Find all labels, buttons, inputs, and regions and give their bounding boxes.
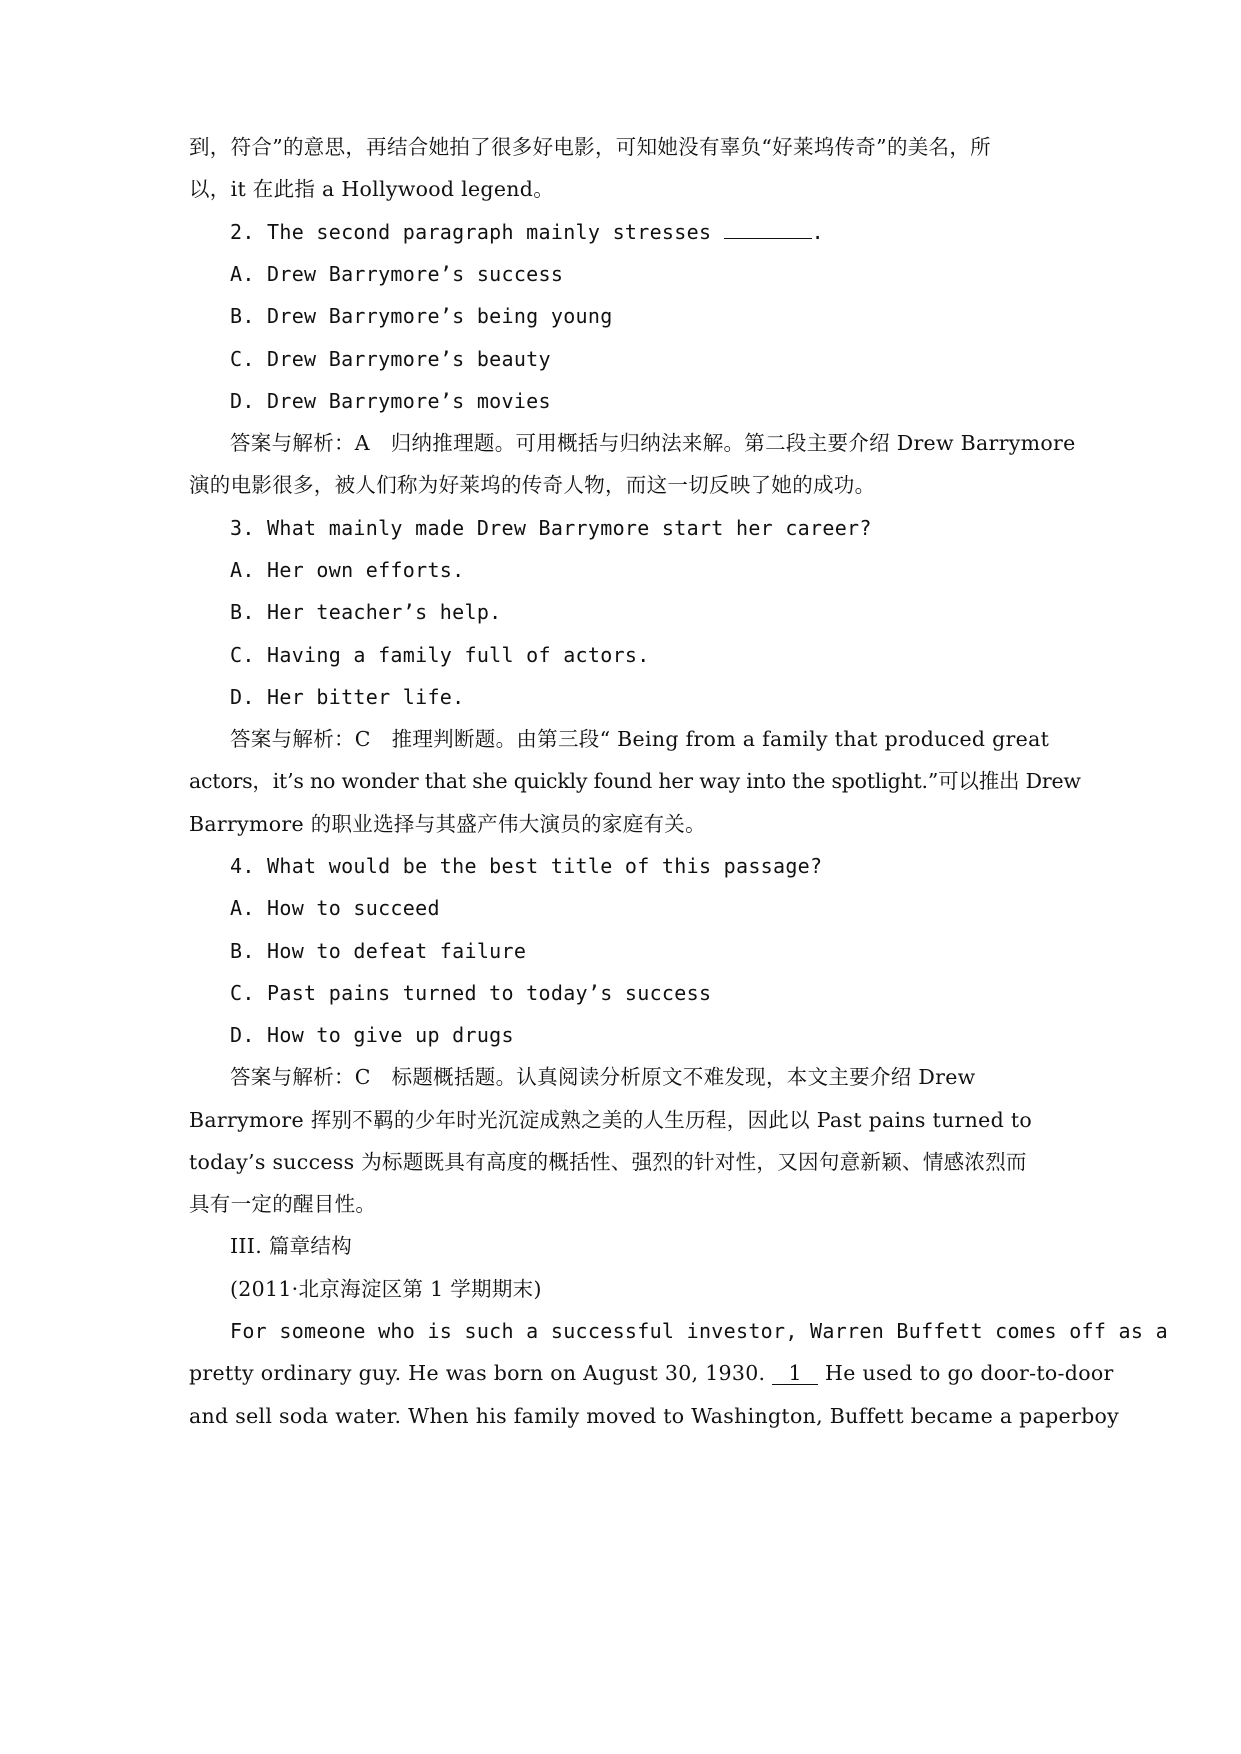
passage-line: [189, 1358, 1114, 1388]
section-heading: III. 篇章结构: [230, 1234, 353, 1258]
option-c: C. Past pains turned to today’s success: [230, 981, 712, 1005]
answer-explanation: 答案与解析：C 标题概括题。认真阅读分析原文不难发现，本文主要介绍 Drew: [230, 1065, 976, 1089]
text-line: actors，it’s no wonder that she quickly found her way into the spotlight.”可以推出 Drew: [189, 769, 1081, 793]
question-2-text: 2. The second paragraph mainly stresses: [230, 220, 712, 244]
answer-explanation: 答案与解析：A 归纳推理题。可用概括与归纳法来解。第二段主要介绍 Drew Barrymore: [230, 431, 1076, 455]
passage-text: pretty ordinary guy. He was born on August 30, 1930.: [189, 1361, 766, 1385]
text-line: 到，符合”的意思，再结合她拍了很多好电影，可知她没有辜负“好莱坞传奇”的美名，所: [189, 135, 991, 159]
option-c: C. Drew Barrymore’s beauty: [230, 347, 551, 371]
passage-text: He used to go door-to-door: [825, 1361, 1114, 1385]
text-line: today’s success 为标题既具有高度的概括性、强烈的针对性，又因句意新颖、情感浓烈而: [189, 1150, 1027, 1174]
option-a: A. Her own efforts.: [230, 558, 465, 582]
text-line: Barrymore 挥别不羁的少年时光沉淀成熟之美的人生历程，因此以 Past pains turned to: [189, 1108, 1033, 1132]
text-line: 演的电影很多，被人们称为好莱坞的传奇人物，而这一切反映了她的成功。: [189, 473, 876, 497]
option-d: D. Her bitter life.: [230, 685, 465, 709]
source-note: (2011·北京海淀区第 1 学期期末): [230, 1277, 542, 1301]
question-2-end: .: [811, 220, 824, 244]
option-d: D. Drew Barrymore’s movies: [230, 389, 551, 413]
option-a: A. How to succeed: [230, 896, 440, 920]
option-c: C. Having a family full of actors.: [230, 643, 650, 667]
passage-line: and sell soda water. When his family moved to Washington, Buffett became a paperboy: [189, 1404, 1120, 1428]
option-b: B. How to defeat failure: [230, 939, 527, 963]
option-b: B. Her teacher’s help.: [230, 600, 502, 624]
passage-line: For someone who is such a successful investor, Warren Buffett comes off as a: [230, 1319, 1168, 1343]
option-a: A. Drew Barrymore’s success: [230, 262, 564, 286]
option-b: B. Drew Barrymore’s being young: [230, 304, 613, 328]
question-3: 3. What mainly made Drew Barrymore start her career?: [230, 516, 872, 540]
option-d: D. How to give up drugs: [230, 1023, 514, 1047]
question-4: 4. What would be the best title of this passage?: [230, 854, 823, 878]
text-line: 以，it 在此指 a Hollywood legend。: [189, 177, 555, 201]
text-line: Barrymore 的职业选择与其盛产伟大演员的家庭有关。: [189, 812, 706, 836]
question-2: [230, 217, 824, 247]
answer-explanation: 答案与解析：C 推理判断题。由第三段“ Being from a family that produced great: [230, 727, 1050, 751]
answer-blank: [724, 220, 812, 239]
text-line: 具有一定的醒目性。: [189, 1192, 377, 1216]
blank-1[interactable]: 1: [772, 1362, 818, 1385]
